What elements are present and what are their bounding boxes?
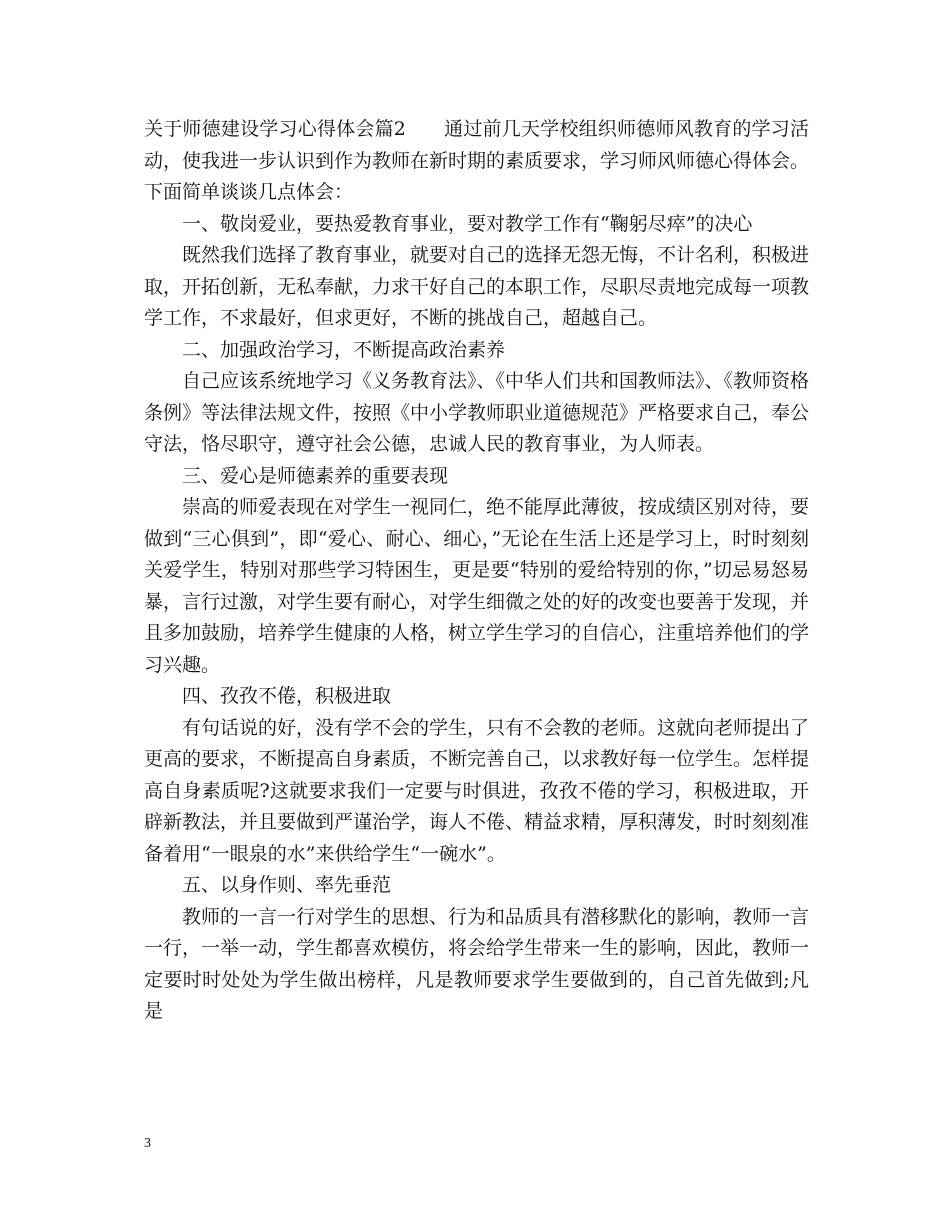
document-title: 关于师德建设学习心得体会篇2	[144, 118, 406, 140]
section-body-2: 自己应该系统地学习《义务教育法》、《中华人们共和国教师法》、《教师资格条例》等法律法规文件，按照《中小学教师职业道德规范》严格要求自己，奉公守法，恪尽职守，遵守社会公德，忠诚人民的教育事业，为人师表。	[144, 370, 810, 455]
intro-text: 通过前几天学校组织师德师风教育的学习活动，使我进一步认识到作为教师在新时期的素质要求，学习师风师德心得体会。下面简单谈谈几点体会：	[144, 118, 810, 203]
section-body-5: 教师的一言一行对学生的思想、行为和品质具有潜移默化的影响，教师一言一行，一举一动，学生都喜欢模仿，将会给学生带来一生的影响，因此，教师一定要时时处处为学生做出榜样，凡是教师要求学生要做到的，自己首先做到;凡是	[144, 905, 810, 1022]
section-body-3: 崇高的师爱表现在对学生一视同仁，绝不能厚此薄彼，按成绩区别对待，要做到“三心俱到”，即“爱心、耐心、细心，”无论在生活上还是学习上，时时刻刻关爱学生，特别对那些学习特困生，更是要“特别的爱给特别的你，”切忌易怒易暴，言行过激，对学生要有耐心，对学生细微之处的好的改变也要善于发现，并且多加鼓励，培养学生健康的人格，树立学生学习的自信心，注重培养他们的学习兴趣。	[144, 496, 810, 676]
intro-paragraph	[144, 114, 809, 209]
section-heading-3: 三、爱心是师德素养的重要表现	[182, 464, 449, 487]
document-body	[144, 114, 809, 1028]
section-body-4: 有句话说的好，没有学不会的学生，只有不会教的老师。这就向老师提出了更高的要求，不断提高自身素质，不断完善自己，以求教好每一位学生。怎样提高自身素质呢?这就要求我们一定要与时俱进，孜孜不倦的学习，积极进取，开辟新教法，并且要做到严谨治学，诲人不倦、精益求精，厚积薄发，时时刻刻准备着用“一眼泉的水”来供给学生“一碗水”。	[144, 716, 810, 865]
section-heading-1: 一、敬岗爱业，要热爱教育事业，要对教学工作有“鞠躬尽瘁”的决心	[182, 212, 753, 235]
section-body-1: 既然我们选择了教育事业，就要对自己的选择无怨无悔，不计名利，积极进取，开拓创新，无私奉献，力求干好自己的本职工作，尽职尽责地完成每一项教学工作，不求最好，但求更好，不断的挑战自己，超越自己。	[144, 244, 810, 329]
section-heading-4: 四、孜孜不倦，积极进取	[182, 685, 392, 707]
page-number: 3	[144, 1136, 151, 1151]
section-heading-2: 二、加强政治学习，不断提高政治素养	[182, 338, 506, 361]
section-heading-5: 五、以身作则、率先垂范	[182, 874, 392, 896]
